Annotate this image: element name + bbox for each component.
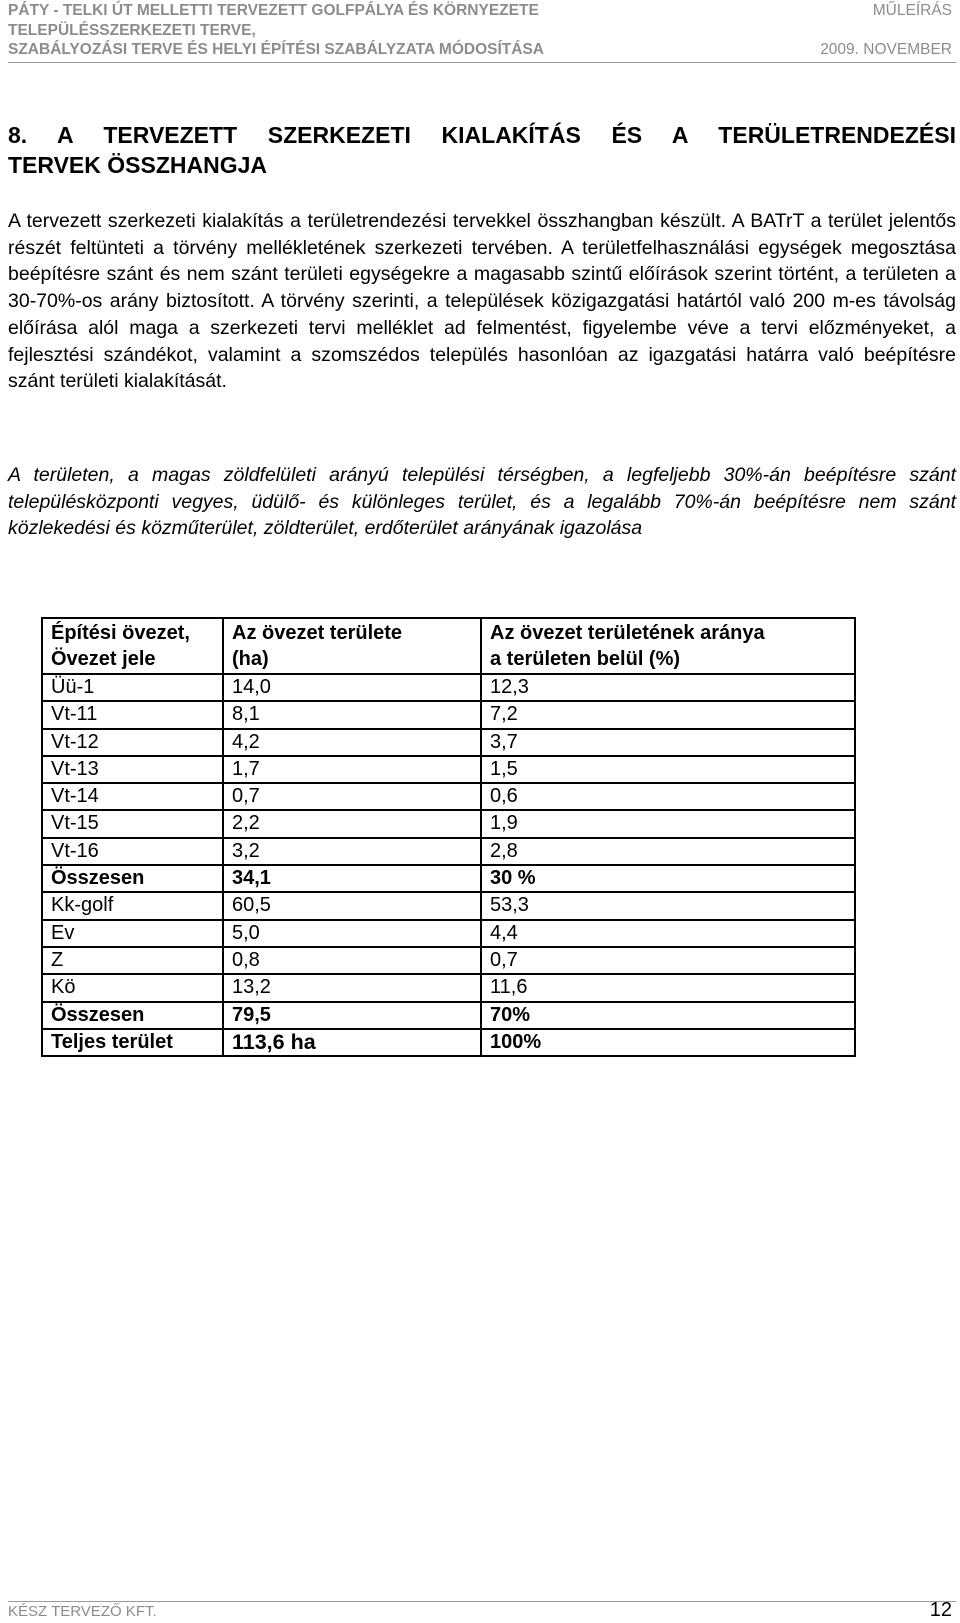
- cell-zone-area: 4,2: [223, 729, 481, 756]
- cell-zone-ratio: 4,4: [481, 920, 855, 947]
- header-line-3: SZABÁLYOZÁSI TERVE ÉS HELYI ÉPÍTÉSI SZABÁLYZATA MÓDOSÍTÁSA: [8, 41, 544, 58]
- table-row: [42, 920, 855, 947]
- cell-zone-ratio: 1,9: [481, 810, 855, 837]
- cell-zone-area: 13,2: [223, 974, 481, 1001]
- header-date: 2009. NOVEMBER: [820, 41, 952, 58]
- header-line-1: PÁTY - TELKI ÚT MELLETTI TERVEZETT GOLFPÁLYA ÉS KÖRNYEZETE: [8, 2, 539, 19]
- section-title: [8, 120, 956, 180]
- cell-zone-code: Vt-14: [42, 783, 223, 810]
- cell-zone-ratio: 2,8: [481, 838, 855, 865]
- cell-zone-ratio: 53,3: [481, 892, 855, 919]
- body-paragraph-1: A tervezett szerkezeti kialakítás a területrendezési tervekkel összhangban készült. A BATrT a terület jelentős részét feltünteti a törvény mellékletének szerkezeti tervében. A területfelhasználási egységek megosztása beépítésre szánt és nem szánt területi egységekre a magasabb szintű előírások szerint történt, a területen a 30-70%-os arány biztosított. A törvény szerinti, a települések közigazgatási határtól való 200 m-es távolság előírása alól maga a szerkezeti tervi melléklet ad felmentést, figyelembe véve a tervi előzményeket, a fejlesztési szándékot, valamint a szomszédos település hasonlóan az igazgatási határra való beépítésre szánt területi kialakítását.: [8, 210, 956, 393]
- cell-zone-code: Vt-15: [42, 810, 223, 837]
- cell-zone-code: Vt-12: [42, 729, 223, 756]
- header-doc-type: MŰLEÍRÁS: [872, 2, 952, 19]
- table-row: [42, 674, 855, 701]
- cell-zone-area: 60,5: [223, 892, 481, 919]
- cell-zone-code: Vt-16: [42, 838, 223, 865]
- table-row: [42, 1002, 855, 1029]
- cell-zone-ratio: 7,2: [481, 701, 855, 728]
- cell-zone-area: 79,5: [223, 1002, 481, 1029]
- page-header: [8, 0, 956, 63]
- section-title-line-1: 8. A TERVEZETT SZERKEZETI KIALAKÍTÁS ÉS A TERÜLETRENDEZÉSI: [8, 122, 956, 148]
- cell-zone-area: 5,0: [223, 920, 481, 947]
- header-zone-area: Az övezet területe (ha): [223, 618, 481, 674]
- table-row: [42, 892, 855, 919]
- table-row: [42, 838, 855, 865]
- cell-zone-code: Teljes terület: [42, 1029, 223, 1056]
- cell-zone-ratio: 100%: [481, 1029, 855, 1056]
- table-row: [42, 947, 855, 974]
- cell-zone-ratio: 3,7: [481, 729, 855, 756]
- cell-zone-code: Üü-1: [42, 674, 223, 701]
- body-paragraph-2: A területen, a magas zöldfelületi arányú települési térségben, a legfeljebb 30%-án beépítésre szánt településközponti vegyes, üdülő- és különleges terület, és a legalább 70%-án beépítésre nem szánt közlekedési és közműterület, zöldterület, erdőterület arányának igazolása: [8, 464, 956, 540]
- cell-zone-ratio: 1,5: [481, 756, 855, 783]
- cell-zone-code: Összesen: [42, 865, 223, 892]
- table-row: [42, 701, 855, 728]
- cell-zone-ratio: 70%: [481, 1002, 855, 1029]
- cell-zone-code: Kö: [42, 974, 223, 1001]
- cell-zone-ratio: 11,6: [481, 974, 855, 1001]
- zoning-ratio-table: [41, 617, 856, 1057]
- cell-zone-code: Kk-golf: [42, 892, 223, 919]
- table-row: [42, 729, 855, 756]
- table-row: [42, 865, 855, 892]
- table-row: [42, 810, 855, 837]
- cell-zone-area: 14,0: [223, 674, 481, 701]
- cell-zone-area: 2,2: [223, 810, 481, 837]
- table-row: [42, 1029, 855, 1056]
- cell-zone-area: 8,1: [223, 701, 481, 728]
- cell-zone-code: Vt-13: [42, 756, 223, 783]
- header-zone-code: Építési övezet, Övezet jele: [42, 618, 223, 674]
- cell-zone-ratio: 12,3: [481, 674, 855, 701]
- cell-zone-area: 0,8: [223, 947, 481, 974]
- cell-zone-area: 113,6 ha: [223, 1029, 481, 1056]
- cell-zone-ratio: 0,6: [481, 783, 855, 810]
- cell-zone-area: 1,7: [223, 756, 481, 783]
- cell-zone-code: Z: [42, 947, 223, 974]
- cell-zone-area: 0,7: [223, 783, 481, 810]
- cell-zone-area: 3,2: [223, 838, 481, 865]
- table-row: [42, 974, 855, 1001]
- cell-zone-code: Vt-11: [42, 701, 223, 728]
- header-zone-ratio: Az övezet területének aránya a területen belül (%): [481, 618, 855, 674]
- footer-company: KÉSZ TERVEZŐ KFT.: [8, 1603, 157, 1620]
- table-row: [42, 756, 855, 783]
- cell-zone-area: 34,1: [223, 865, 481, 892]
- section-title-line-2: TERVEK ÖSSZHANGJA: [8, 152, 268, 178]
- page-footer: [8, 1601, 956, 1623]
- header-line-2: TELEPÜLÉSSZERKEZETI TERVE,: [8, 22, 256, 39]
- cell-zone-ratio: 0,7: [481, 947, 855, 974]
- table-row: [42, 783, 855, 810]
- table-header-row: [42, 618, 855, 674]
- cell-zone-code: Ev: [42, 920, 223, 947]
- page-number: 12: [929, 1599, 952, 1621]
- cell-zone-code: Összesen: [42, 1002, 223, 1029]
- cell-zone-ratio: 30 %: [481, 865, 855, 892]
